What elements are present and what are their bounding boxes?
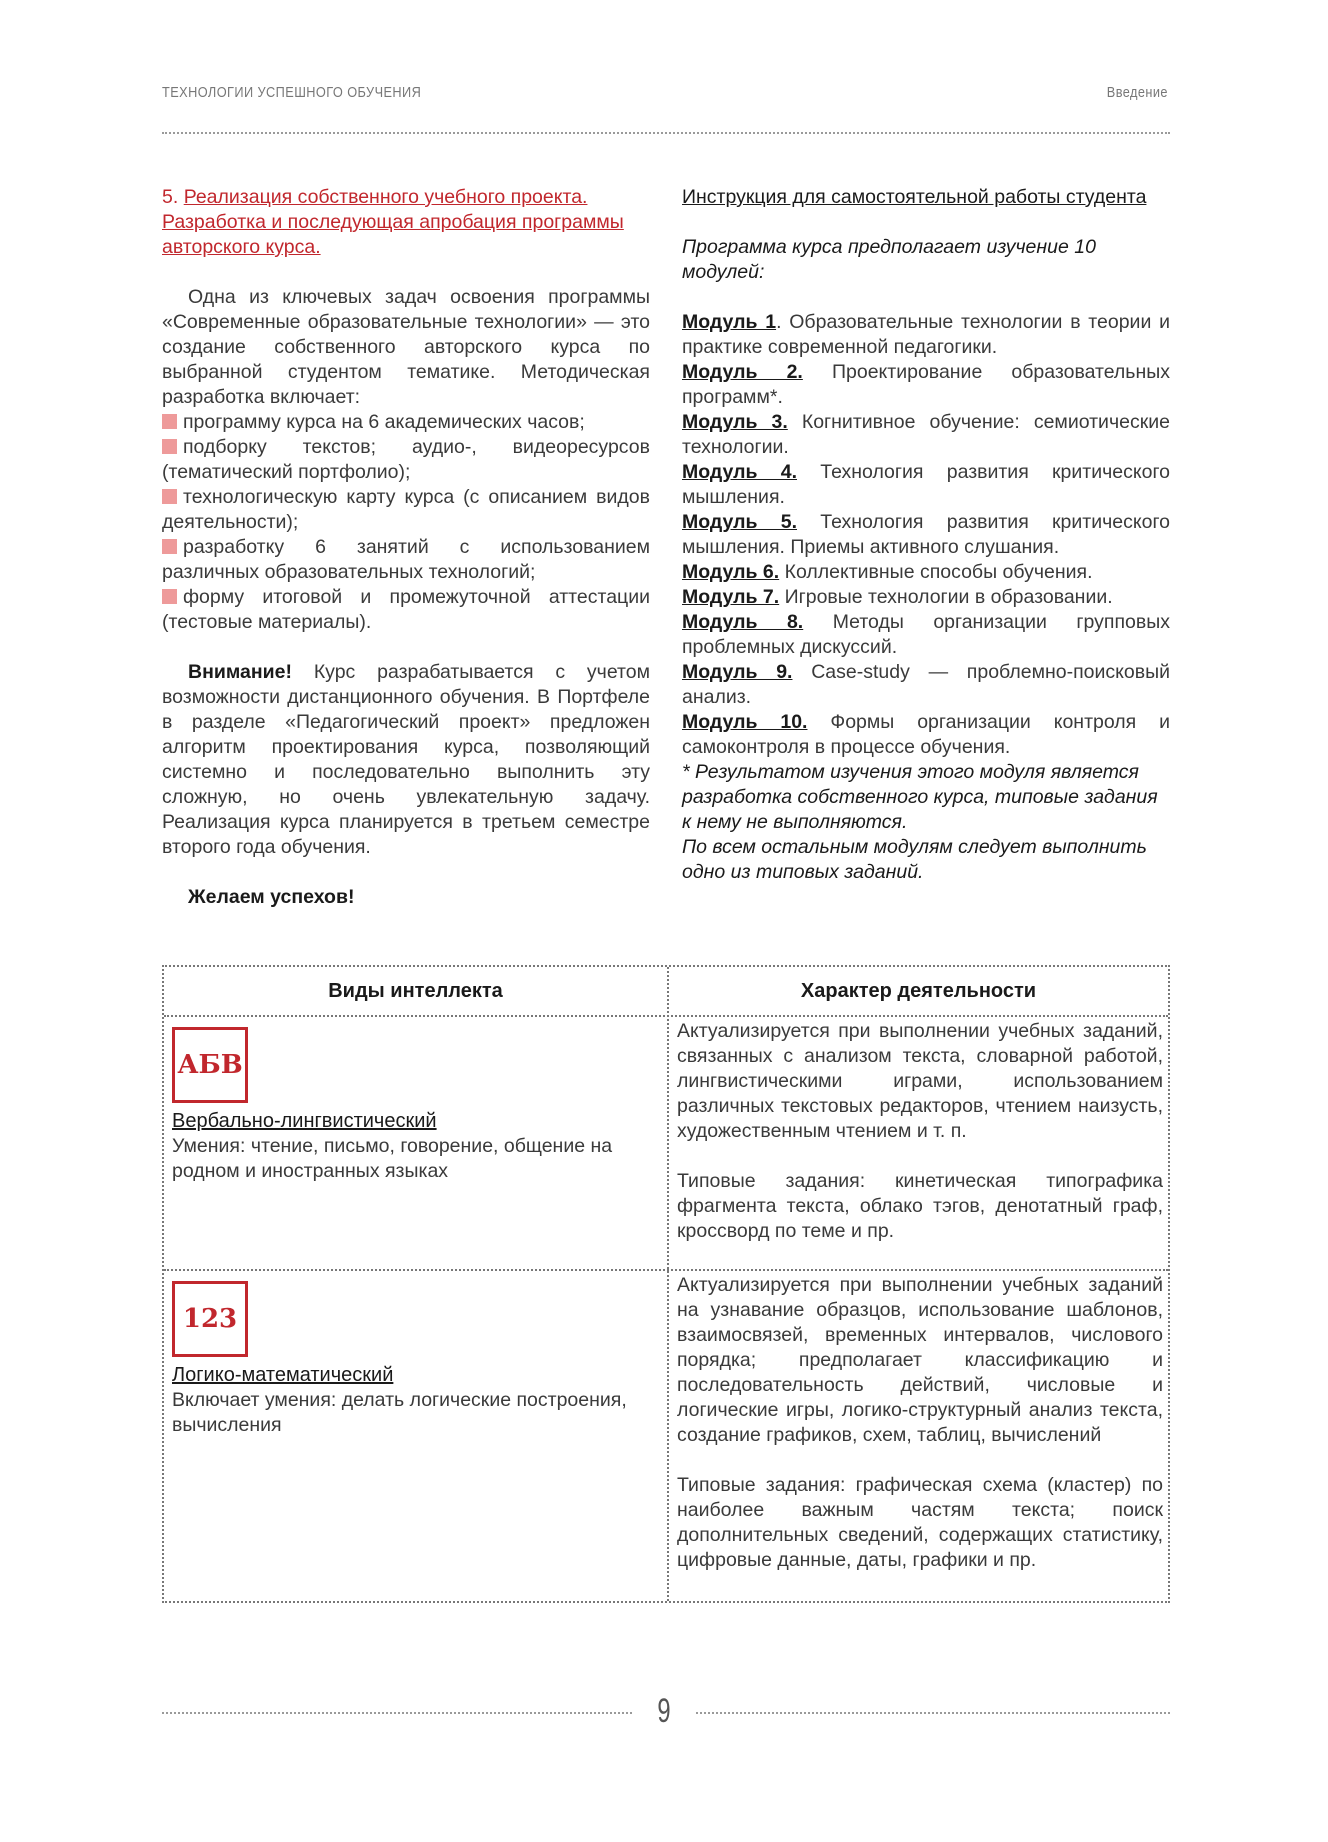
module-item [682, 610, 1170, 660]
attention-text: Курс разрабатывается с учетом возможности дистанционного обучения. В Портфеле в разделе «Педагогический проект» предложен алгоритм проектирования курса, позволяющий системно и последовательно выполнить эту сложную, но очень увлекательную задачу. Реализация курса планируется в третьем семестре второго года обучения. [162, 661, 651, 858]
module-label: Модуль 3. [682, 411, 788, 433]
module-sep: . [776, 311, 782, 333]
section-title: Реализация собственного учебного проекта. Разработка и последующая апробация программы авторского курса. [162, 186, 624, 258]
module-item [682, 410, 1170, 460]
module-label: Модуль 7. [682, 586, 780, 608]
module-text: Методы организации групповых проблемных дискуссий. [682, 611, 1170, 658]
table-header-divider [164, 1015, 1168, 1017]
intelligence-skills: Включает умения: делать логические построения, вычисления [172, 1389, 627, 1436]
bullet-text: программу курса на 6 академических часов; [183, 411, 585, 433]
module-item [682, 710, 1170, 760]
module-text: Формы организации контроля и самоконтроля в процессе обучения. [682, 711, 1170, 758]
module-item [682, 310, 1170, 360]
module-text: Case-study — проблемно-поисковый анализ. [682, 661, 1170, 708]
table-row [172, 1027, 652, 1184]
module-text: Коллективные способы обучения. [784, 561, 1093, 583]
activity-text: Актуализируется при выполнении учебных заданий на узнавание образцов, использование шаблонов, взаимосвязей, временных интервалов, числового порядка; предполагает классификацию и последовательность действий, числовые и логические игры, логико-структурный анализ текста, создание графиков, схем, таблиц, вычислений [677, 1274, 1163, 1446]
module-text: Образовательные технологии в теории и практике современной педагогики. [682, 311, 1170, 358]
square-bullet-icon [162, 489, 177, 504]
section-heading [162, 185, 650, 260]
bullet-text: форму итоговой и промежуточной аттестации (тестовые материалы). [162, 586, 650, 633]
bullet-item [162, 435, 650, 485]
module-item [682, 660, 1170, 710]
bullet-item [162, 535, 650, 585]
right-column [682, 185, 1170, 885]
intelligence-skills: Умения: чтение, письмо, говорение, общение на родном и иностранных языках [172, 1135, 613, 1182]
module-item [682, 560, 1170, 585]
module-text: Когнитивное обучение: семиотические технологии. [682, 411, 1170, 458]
bullet-text: подборку текстов; аудио-, видеоресурсов (тематический портфолио); [162, 436, 650, 483]
module-item [682, 360, 1170, 410]
square-bullet-icon [162, 539, 177, 554]
table-column-divider [667, 967, 669, 1601]
module-label: Модуль 6. [682, 561, 780, 583]
module-label: Модуль 5. [682, 511, 798, 533]
attention-paragraph [162, 660, 650, 860]
running-header-title: ТЕХНОЛОГИИ УСПЕШНОГО ОБУЧЕНИЯ [162, 84, 422, 101]
wish-text: Желаем успехов! [188, 886, 355, 908]
bullet-item [162, 410, 650, 435]
footnote-rest: По всем остальным модулям следует выполнить одно из типовых заданий. [682, 836, 1147, 883]
module-label: Модуль 4. [682, 461, 798, 483]
table-header-intelligence: Виды интеллекта [328, 980, 503, 1002]
bullet-item [162, 485, 650, 535]
header-divider [162, 132, 1170, 134]
attention-label: Внимание! [188, 661, 292, 683]
module-label: Модуль 1 [682, 311, 777, 333]
section-number: 5. [162, 186, 179, 208]
module-label: Модуль 2. [682, 361, 803, 383]
module-text: Игровые технологии в образовании. [784, 586, 1113, 608]
module-list [682, 310, 1170, 760]
program-intro: Программа курса предполагает изучение 10 модулей: [682, 236, 1096, 283]
module-item [682, 585, 1170, 610]
typical-tasks: Типовые задания: кинетическая типографика фрагмента текста, облако тэгов, денотатный граф, кроссворд по теме и пр. [677, 1170, 1163, 1242]
bullet-text: разработку 6 занятий с использованием различных образовательных технологий; [162, 536, 650, 583]
footnote: * Результатом изучения этого модуля является разработка собственного курса, типовые задания к нему не выполняются. [682, 761, 1158, 833]
activity-cell [677, 1019, 1163, 1244]
numbers-icon: 123 [172, 1281, 248, 1357]
bullet-item [162, 585, 650, 635]
module-label: Модуль 8. [682, 611, 804, 633]
module-item [682, 460, 1170, 510]
bullet-text: технологическую карту курса (с описанием видов деятельности); [162, 486, 650, 533]
intelligence-name: Логико-математический [172, 1364, 394, 1386]
square-bullet-icon [162, 414, 177, 429]
left-column [162, 185, 650, 910]
table-row-divider [164, 1269, 1168, 1271]
intelligence-name: Вербально-лингвистический [172, 1110, 437, 1132]
square-bullet-icon [162, 439, 177, 454]
square-bullet-icon [162, 589, 177, 604]
page-number: 9 [657, 1692, 671, 1730]
instruction-title: Инструкция для самостоятельной работы студента [682, 186, 1147, 208]
intro-paragraph: Одна из ключевых задач освоения программы «Современные образовательные технологии» — это создание собственного авторского курса по выбранной студентом тематике. Методическая разработка включает: [162, 286, 650, 408]
table-header-activity: Характер деятельности [800, 980, 1037, 1002]
activity-cell [677, 1273, 1163, 1573]
running-header-section: Введение [1106, 84, 1168, 101]
module-text: Проектирование образовательных программ*. [682, 361, 1170, 408]
typical-tasks: Типовые задания: графическая схема (кластер) по наиболее важным частям текста; поиск дополнительных сведений, содержащих статистику, цифровые данные, даты, графики и пр. [677, 1474, 1163, 1571]
table-row [172, 1281, 652, 1438]
module-label: Модуль 10. [682, 711, 808, 733]
module-text: Технология развития критического мышления. [682, 461, 1170, 508]
abc-letters-icon: АБВ [172, 1027, 248, 1103]
activity-text: Актуализируется при выполнении учебных заданий, связанных с анализом текста, словарной работой, лингвистическими играми, использованием различных текстовых редакторов, чтением наизусть, художественным чтением и т. п. [677, 1020, 1163, 1142]
module-item [682, 510, 1170, 560]
intelligence-table [162, 965, 1170, 1603]
module-text: Технология развития критического мышления. Приемы активного слушания. [682, 511, 1170, 558]
module-label: Модуль 9. [682, 661, 793, 683]
